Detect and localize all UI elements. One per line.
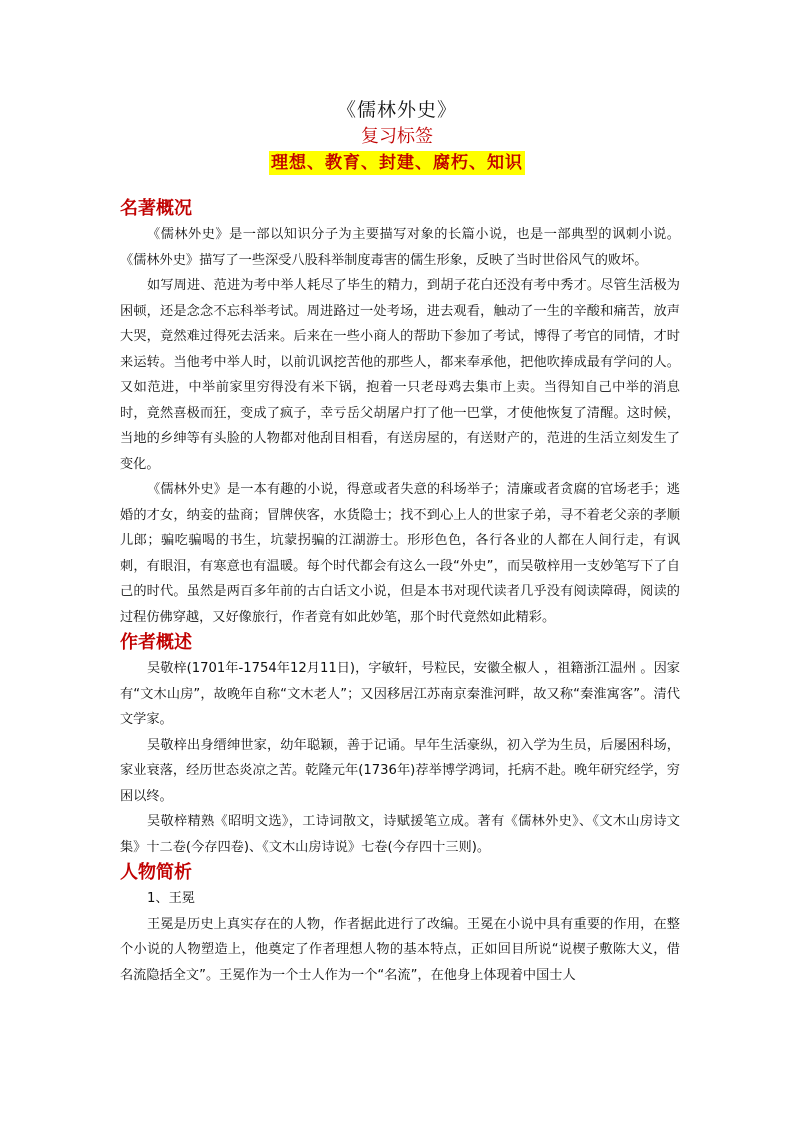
overview-paragraph-1: 《儒林外史》是一部以知识分子为主要描写对象的长篇小说，也是一部典型的讽刺小说。《儒林外史》描写了一些深受八股科举制度毒害的儒生形象，反映了当时世俗风气的败坏。	[120, 227, 680, 268]
author-paragraph-2: 吴敬梓出身缙绅世家，幼年聪颖，善于记诵。早年生活豪纵，初入学为生员，后屡困科场，家业衰落，经历世态炎凉之苦。乾隆元年(1736年)荐举博学鸿词，托病不赴。晚年研究经学，穷困以终。	[120, 737, 680, 804]
section-heading-author: 作者概述	[120, 632, 192, 653]
character-paragraph-1: 王冕是历史上真实存在的人物，作者据此进行了改编。王冕在小说中具有重要的作用，在整个小说的人物塑造上，他奠定了作者理想人物的基本特点，正如回目所说“说楔子敷陈大义，借名流隐括全文”。王冕作为一个士人作为一个“名流”，在他身上体现着中国士人	[120, 916, 680, 983]
overview-paragraph-2: 如写周进、范进为考中举人耗尽了毕生的精力，到胡子花白还没有考中秀才。尽管生活极为困顿，还是念念不忘科举考试。周进路过一处考场，进去观看，触动了一生的辛酸和痛苦，放声大哭，竟然难过得死去活来。后来在一些小商人的帮助下参加了考试，博得了考官的同情，才时来运转。当他考中举人时，以前讥讽挖苦他的那些人，都来奉承他，把他吹捧成最有学问的人。又如范进，中举前家里穷得没有米下锅，抱着一只老母鸡去集市上卖。当得知自己中举的消息时，竟然喜极而狂，变成了疯子，幸亏岳父胡屠户打了他一巴掌，才使他恢复了清醒。这时候，当地的乡绅等有头脸的人物都对他刮目相看，有送房屋的，有送财产的，范进的生活立刻发生了变化。	[120, 278, 680, 472]
overview-paragraph-3: 《儒林外史》是一本有趣的小说，得意或者失意的科场举子；清廉或者贪腐的官场老手；逃婚的才女，纳妾的盐商；冒牌侠客，水货隐士；找不到心上人的世家子弟，寻不着老父亲的孝顺儿郎；骗吃骗喝的书生，坑蒙拐骗的江湖游士。形形色色，各行各业的人都在人间行走，有讽刺，有眼泪，有寒意也有温暖。每个时代都会有这么一段“外史”，而吴敬梓用一支妙笔写下了自己的时代。虽然是两百多年前的古白话文小说，但是本书对现代读者几乎没有阅读障碍，阅读的过程仿佛穿越，又好像旅行，作者竟有如此妙笔，那个时代竟然如此精彩。	[120, 482, 680, 625]
title-block	[0, 97, 794, 175]
keyword-highlight: 理想、教育、封建、腐朽、知识	[271, 153, 523, 173]
review-label: 复习标签	[361, 126, 433, 147]
book-title: 《儒林外史》	[336, 99, 457, 121]
character-item-title: 1、王冕	[147, 891, 195, 906]
section-heading-overview: 名著概况	[120, 198, 192, 219]
author-paragraph-3: 吴敬梓精熟《昭明文选》，工诗词散文，诗赋援笔立成。著有《儒林外史》、《文木山房诗文集》十二卷(今存四卷)、《文木山房诗说》七卷(今存四十三则)。	[120, 814, 680, 855]
section-heading-characters: 人物简析	[120, 862, 192, 883]
document-body	[120, 196, 680, 988]
author-paragraph-1: 吴敬梓(1701年-1754年12月11日)，字敏轩，号粒民，安徽全椒人 ，祖籍浙江温州 。因家有“文木山房”，故晚年自称“文木老人”；又因移居江苏南京秦淮河畔，故又称“秦淮寓客”。清代文学家。	[120, 661, 680, 727]
